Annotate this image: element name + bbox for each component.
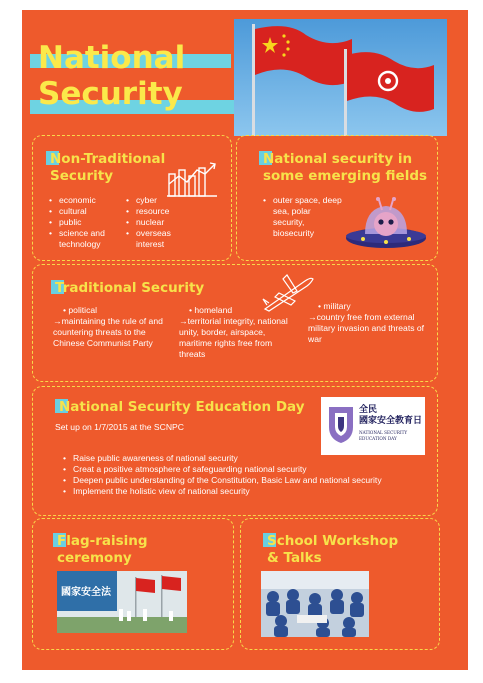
emerging-heading (263, 151, 427, 185)
list-item: • outer space, deep sea, polar security, biosecurity (263, 195, 343, 239)
military-text: →country free from external military invasion and threats of war (308, 312, 425, 344)
list-item: • resource (126, 206, 196, 217)
traditional-heading (55, 280, 204, 297)
card-emerging-fields (236, 135, 438, 261)
list-item: • Implement the holistic view of national security (63, 486, 413, 497)
list-item: • nuclear (126, 217, 196, 228)
heading-text: National Security Education Day (59, 399, 305, 415)
military-title: • military (318, 301, 351, 311)
flag-raising-photo (57, 571, 187, 633)
list-item: • cultural (49, 206, 119, 217)
workshop-photo (261, 571, 369, 637)
logo-cn-line-2: 國家安全教育日 (359, 416, 423, 426)
traditional-military (308, 301, 428, 345)
heading-text: Traditional Security (55, 280, 205, 296)
title-line-1: National (38, 40, 186, 76)
title-line-2: Security (38, 76, 183, 112)
logo-cn-line-1: 全民 (359, 405, 378, 415)
military-title-text: military (323, 301, 351, 311)
workshop-heading (267, 533, 398, 567)
traditional-homeland (179, 305, 299, 360)
education-day-list (63, 453, 413, 497)
homeland-title-text: homeland (194, 305, 233, 315)
homeland-title: • homeland (189, 305, 233, 315)
non-traditional-list-1 (49, 195, 119, 250)
heading-line-1: Flag-raising (57, 533, 148, 549)
emerging-list (263, 195, 343, 239)
card-traditional (32, 264, 438, 382)
education-day-logo (321, 397, 425, 455)
heading-line-1: School Workshop (267, 533, 399, 549)
logo-en-line-1: NATIONAL SECURITY (359, 430, 408, 435)
political-title: • political (63, 305, 98, 315)
list-item: • science and technology (49, 228, 119, 250)
flags-photo (234, 19, 447, 136)
heading-line-2: ceremony (57, 550, 132, 566)
education-day-setup: Set up on 1/7/2015 at the SCNPC (55, 422, 184, 432)
logo-en-line-2: EDUCATION DAY (359, 435, 397, 441)
card-workshop (240, 518, 440, 650)
card-flag-raising (32, 518, 234, 650)
list-item: • Creat a positive atmosphere of safeguarding national security (63, 464, 413, 475)
list-item: • overseas interest (126, 228, 196, 250)
non-traditional-list-2 (126, 195, 196, 250)
heading-line-1: National security in (263, 151, 413, 167)
heading-line-2: some emerging fields (263, 168, 428, 184)
political-title-text: political (68, 305, 98, 315)
list-item: • cyber (126, 195, 196, 206)
poster (22, 10, 468, 670)
flag-raising-heading (57, 533, 148, 567)
card-non-traditional (32, 135, 232, 261)
chart-icon (167, 160, 219, 198)
traditional-political (53, 305, 171, 349)
non-traditional-heading (50, 151, 165, 185)
poster-title (38, 40, 185, 112)
list-item: • public (49, 217, 119, 228)
shield-icon (327, 405, 355, 445)
heading-line-1: Non-Traditional (50, 151, 166, 167)
flag-raising-sign: 國家安全法 (61, 587, 111, 598)
list-item: • Deepen public understanding of the Constitution, Basic Law and national security (63, 475, 413, 486)
homeland-text: →territorial integrity, national unity, border, airspace, maritime rights free from threats (179, 316, 288, 359)
political-text: →maintaining the rule of and countering threats to the Chinese Communist Party (53, 316, 163, 348)
ufo-icon (343, 192, 429, 252)
list-item: • economic (49, 195, 119, 206)
heading-line-2: & Talks (267, 550, 322, 566)
card-education-day (32, 386, 438, 516)
heading-line-2: Security (50, 168, 114, 184)
list-item: • Raise public awareness of national security (63, 453, 413, 464)
education-day-heading (59, 399, 305, 416)
